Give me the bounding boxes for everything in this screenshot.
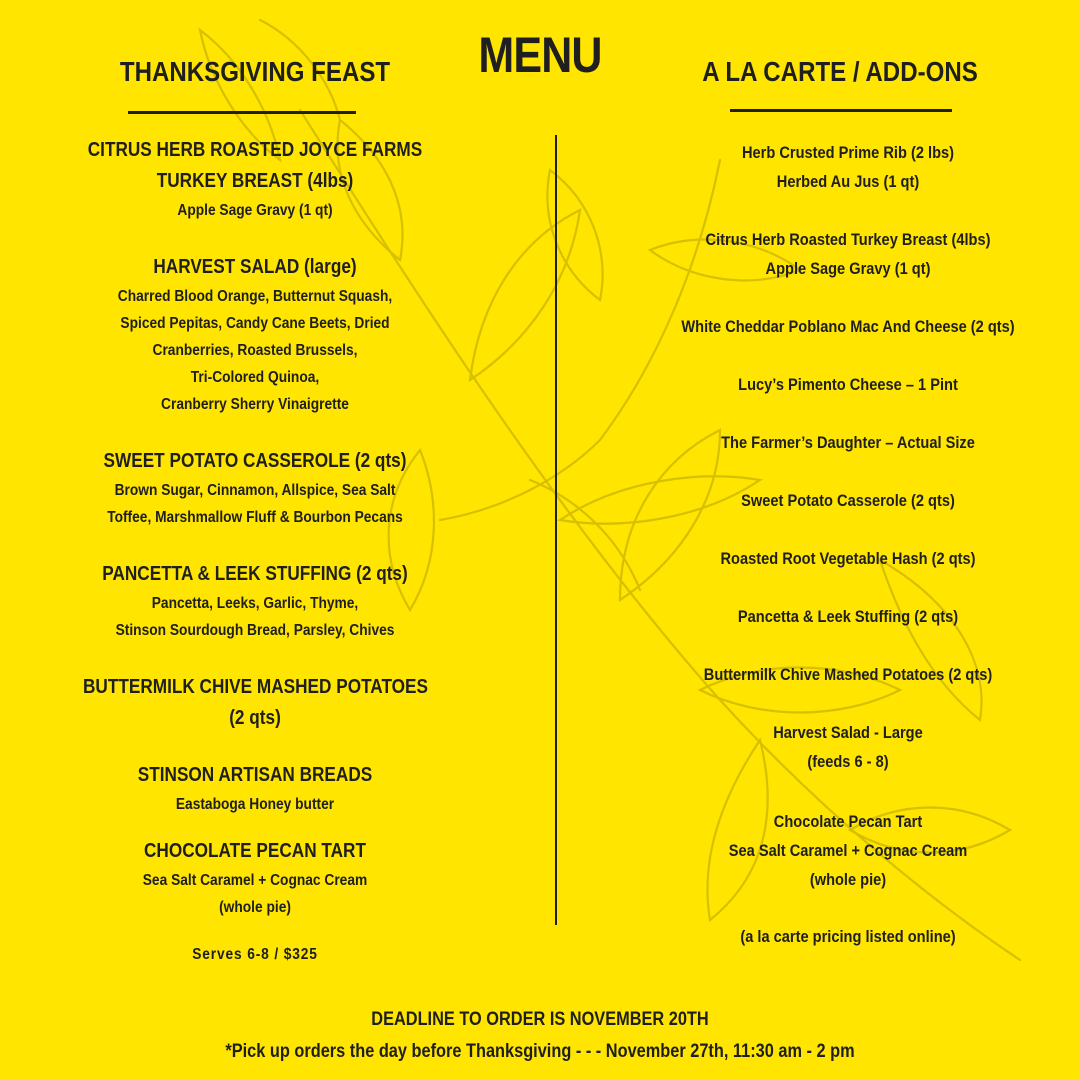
feast-item-turkey — [55, 135, 455, 224]
alacarte-item — [648, 602, 1048, 631]
item-line: Sweet Potato Casserole (2 qts) — [741, 491, 955, 510]
alacarte-heading: A LA CARTE / ADD-ONS — [702, 56, 978, 87]
item-description: (whole pie) — [219, 899, 291, 916]
item-title: (2 qts) — [229, 707, 281, 729]
item-line: (feeds 6 - 8) — [807, 752, 889, 771]
item-line: Apple Sage Gravy (1 qt) — [765, 259, 931, 278]
item-description: Apple Sage Gravy (1 qt) — [177, 202, 333, 219]
alacarte-item — [648, 428, 1048, 457]
item-description: Charred Blood Orange, Butternut Squash, — [117, 288, 393, 305]
item-description: Cranberry Sherry Vinaigrette — [161, 396, 349, 413]
feast-item-sweet-potato — [55, 446, 455, 531]
feast-column — [55, 135, 455, 967]
alacarte-item — [648, 544, 1048, 573]
alacarte-item — [648, 225, 1048, 283]
item-line: Roasted Root Vegetable Hash (2 qts) — [720, 549, 976, 568]
item-description: Eastaboga Honey butter — [175, 796, 335, 813]
alacarte-heading-underline — [730, 109, 952, 112]
item-line: Pancetta & Leek Stuffing (2 qts) — [737, 607, 959, 626]
item-description: Sea Salt Caramel + Cognac Cream — [142, 872, 368, 889]
alacarte-item — [648, 138, 1048, 196]
item-description: Cranberries, Roasted Brussels, — [152, 342, 358, 359]
item-title: TURKEY BREAST (4lbs) — [156, 170, 354, 192]
item-title: SWEET POTATO CASSEROLE (2 qts) — [103, 450, 407, 472]
column-divider — [555, 135, 557, 925]
item-line: Buttermilk Chive Mashed Potatoes (2 qts) — [703, 665, 993, 684]
alacarte-item — [648, 807, 1048, 894]
item-line: Harvest Salad - Large — [773, 723, 923, 742]
item-title: PANCETTA & LEEK STUFFING (2 qts) — [102, 563, 408, 585]
feast-item-breads — [55, 760, 455, 818]
feast-heading: THANKSGIVING FEAST — [119, 56, 391, 87]
pickup-info: *Pick up orders the day before Thanksgiving - - - November 27th, 11:30 am - 2 pm — [225, 1041, 855, 1062]
item-description: Pancetta, Leeks, Garlic, Thyme, — [151, 595, 359, 612]
item-title: BUTTERMILK CHIVE MASHED POTATOES — [83, 676, 428, 698]
item-title: CHOCOLATE PECAN TART — [143, 840, 366, 862]
alacarte-item — [648, 660, 1048, 689]
item-description: Stinson Sourdough Bread, Parsley, Chives — [115, 622, 395, 639]
item-line: Herb Crusted Prime Rib (2 lbs) — [741, 143, 955, 162]
item-title: HARVEST SALAD (large) — [153, 256, 357, 278]
feast-item-mashed-potatoes — [55, 672, 455, 734]
alacarte-item — [648, 486, 1048, 515]
feast-item-pecan-tart — [55, 836, 455, 921]
item-description: Spiced Pepitas, Candy Cane Beets, Dried — [120, 315, 390, 332]
item-line: Lucy’s Pimento Cheese – 1 Pint — [738, 375, 958, 394]
feast-item-stuffing — [55, 559, 455, 644]
alacarte-item — [648, 312, 1048, 341]
feast-item-harvest-salad — [55, 252, 455, 418]
serves-price: Serves 6-8 / $325 — [192, 946, 318, 963]
item-line: Herbed Au Jus (1 qt) — [776, 172, 920, 191]
order-footer — [0, 1004, 1080, 1068]
item-description: Tri-Colored Quinoa, — [190, 369, 320, 386]
item-title: CITRUS HERB ROASTED JOYCE FARMS — [87, 139, 423, 161]
order-deadline: DEADLINE TO ORDER IS NOVEMBER 20TH — [371, 1009, 709, 1030]
item-line: Sea Salt Caramel + Cognac Cream — [728, 841, 968, 860]
menu-title: MENU — [478, 27, 602, 83]
item-description: Toffee, Marshmallow Fluff & Bourbon Pecans — [107, 509, 403, 526]
item-line: White Cheddar Poblano Mac And Cheese (2 qts) — [681, 317, 1015, 336]
item-title: STINSON ARTISAN BREADS — [137, 764, 373, 786]
pricing-note: (a la carte pricing listed online) — [740, 927, 956, 946]
feast-heading-underline — [128, 111, 356, 114]
item-line: Citrus Herb Roasted Turkey Breast (4lbs) — [705, 230, 991, 249]
item-line: Chocolate Pecan Tart — [773, 812, 923, 831]
item-line: The Farmer’s Daughter – Actual Size — [721, 433, 975, 452]
item-line: (whole pie) — [809, 870, 887, 889]
alacarte-column — [648, 138, 1048, 951]
alacarte-item — [648, 718, 1048, 776]
item-description: Brown Sugar, Cinnamon, Allspice, Sea Salt — [114, 482, 396, 499]
alacarte-item — [648, 370, 1048, 399]
